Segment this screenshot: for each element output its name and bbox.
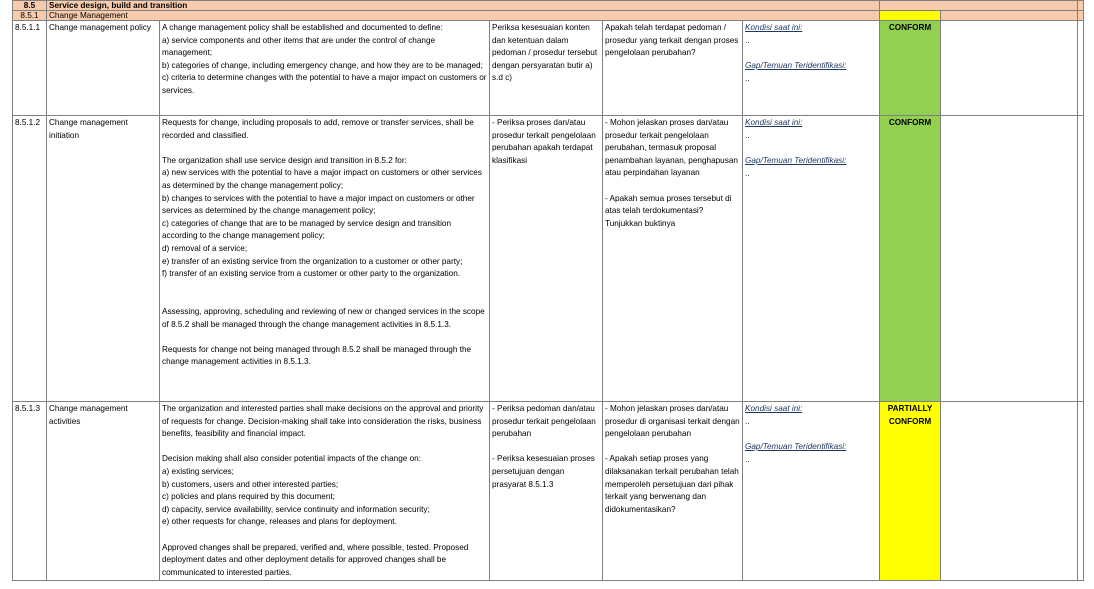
kondisi-label: Kondisi saat ini: <box>745 118 803 127</box>
check-text[interactable]: Periksa kesesuaian konten dan ketentuan dalam pedoman / prosedur tersebut dengan persyaratan butir a) s.d c) <box>490 21 603 116</box>
requirement-text[interactable]: A change management policy shall be established and documented to define: a) service components and other items that are under the control of change management; b) categories of change, including emergency change, and how they are to be managed; c) criteria to determine changes with the potential to have a major impact on customers or services. <box>160 21 490 116</box>
notes-cell[interactable] <box>941 116 1078 402</box>
findings-cell[interactable] <box>743 402 880 581</box>
gap-label: Gap/Temuan Teridentifikasi: <box>745 156 847 166</box>
subsection-number[interactable]: 8.5.1 <box>13 11 47 21</box>
audit-checklist-table <box>12 0 1084 581</box>
subsection-title[interactable]: Change Management <box>47 11 880 21</box>
kondisi-label: Kondisi saat ini: <box>745 404 803 413</box>
check-text[interactable]: - Periksa proses dan/atau prosedur terkait pengelolaan perubahan apakah terdapat klasifikasi <box>490 116 603 402</box>
gap-value: .. <box>745 168 750 178</box>
section-title[interactable]: Service design, build and transition <box>47 1 880 11</box>
findings-cell[interactable] <box>743 21 880 116</box>
notes-cell[interactable] <box>941 402 1078 581</box>
clause-number[interactable]: 8.5.1.3 <box>13 402 47 581</box>
kondisi-value: .. <box>745 130 750 140</box>
table-row <box>13 402 1084 581</box>
gap-value: .. <box>745 73 750 83</box>
gap-label: Gap/Temuan Teridentifikasi: <box>745 61 847 71</box>
notes-cell[interactable] <box>941 21 1078 116</box>
findings-cell[interactable] <box>743 116 880 402</box>
requirement-text[interactable]: The organization and interested parties shall make decisions on the approval and priority of requests for change. Decision-making shall take into consideration the risks, business benefits, feasibility and financial impact. Decision making shall also consider potential impacts of the change on: a) existing services; b) customers, users and other interested parties; c) policies and plans required by this document; d) capacity, service availability, service continuity and information security; e) other requests for change, releases and plans for deployment. Approved changes shall be prepared, verified and, where possible, tested. Proposed deployment dates and other deployment details for approved changes shall be communicated to interested parties. <box>160 402 490 581</box>
status-badge[interactable]: CONFORM <box>880 21 941 116</box>
gap-value: .. <box>745 454 750 464</box>
clause-number[interactable]: 8.5.1.2 <box>13 116 47 402</box>
clause-title[interactable]: Change management activities <box>47 402 160 581</box>
question-text[interactable]: - Mohon jelaskan proses dan/atau prosedur di organisasi terkait dengan pengelolaan perubahan - Apakah setiap proses yang dilaksanakan terkait perubahan telah memperoleh persetujuan dari pihak terkait yang berwenang dan didokumentasikan? <box>603 402 743 581</box>
requirement-text[interactable]: Requests for change, including proposals to add, remove or transfer services, shall be recorded and classified. The organization shall use service design and transition in 8.5.2 for: a) new services with the potential to have a major impact on customers or other services as determined by the change management policy; b) changes to services with the potential to have a major impact on customers or other services as determined by the change management policy; c) categories of change that are to be managed by service design and transition according to the change management policy; d) removal of a service; e) transfer of an existing service from the organization to a customer or other party; f) transfer of an existing service from a customer or other party to the organization. Assessing, approving, scheduling and reviewing of new or changed services in the scope of 8.5.2 shall be managed through the change management activities in 8.5.1.3. Requests for change not being managed through 8.5.2 shall be managed through the change management activities in 8.5.1.3. <box>160 116 490 402</box>
table-row <box>13 21 1084 116</box>
section-number[interactable]: 8.5 <box>13 1 47 11</box>
section-filler[interactable] <box>880 1 1078 11</box>
table-row <box>13 116 1084 402</box>
status-badge[interactable]: PARTIALLY CONFORM <box>880 402 941 581</box>
kondisi-value: .. <box>745 416 750 426</box>
gap-label: Gap/Temuan Teridentifikasi: <box>745 442 847 452</box>
kondisi-label: Kondisi saat ini: <box>745 23 803 32</box>
clause-title[interactable]: Change management initiation <box>47 116 160 402</box>
kondisi-value: .. <box>745 35 750 45</box>
question-text[interactable]: Apakah telah terdapat pedoman / prosedur yang terkait dengan proses pengelolaan perubahan? <box>603 21 743 116</box>
subsection-header-row <box>13 11 1084 21</box>
clause-number[interactable]: 8.5.1.1 <box>13 21 47 116</box>
clause-title[interactable]: Change management policy <box>47 21 160 116</box>
question-text[interactable]: - Mohon jelaskan proses dan/atau prosedur terkait pengelolaan perubahan, termasuk proposal penambahan layanan, penghapusan atau perpindahan layanan - Apakah semua proses tersebut di atas telah terdokumentasi? Tunjukkan buktinya <box>603 116 743 402</box>
status-badge[interactable]: CONFORM <box>880 116 941 402</box>
section-header-row <box>13 1 1084 11</box>
subsection-status-cell[interactable] <box>880 11 941 21</box>
check-text[interactable]: - Periksa pedoman dan/atau prosedur terkait pengelolaan perubahan - Periksa kesesuaian proses persetujuan dengan prasyarat 8.5.1.3 <box>490 402 603 581</box>
